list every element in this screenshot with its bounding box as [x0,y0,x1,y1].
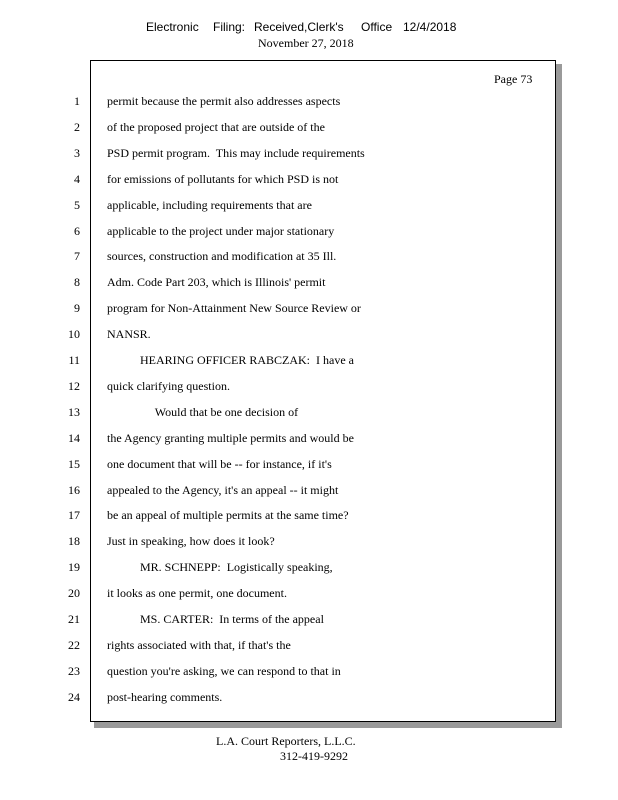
transcript-line [0,690,618,708]
line-number: 5 [74,197,80,212]
footer-company: L.A. Court Reporters, L.L.C. [216,734,356,748]
transcript-line [0,327,618,345]
transcript-line [0,457,618,475]
line-number: 1 [74,94,80,108]
line-text: Just in speaking, how does it look? [107,534,275,549]
filing-stamp [0,20,618,36]
line-number: 19 [68,560,80,575]
line-number: 16 [68,482,80,497]
line-text: NANSR. [107,327,151,342]
transcript-line [0,172,618,190]
line-text: appealed to the Agency, it's an appeal -- it might [107,482,339,497]
line-text: it looks as one permit, one document. [107,586,287,601]
page-number: Page 73 [494,72,533,86]
line-number: 14 [68,430,80,445]
line-number: 12 [68,378,80,393]
stamp-date: 12/4/2018 [403,20,457,34]
transcript-line [0,120,618,138]
line-number: 23 [68,663,80,678]
stamp-received: Received,Clerk's [254,20,344,34]
transcript-line [0,94,618,112]
line-text: program for Non-Attainment New Source Review or [107,301,361,316]
transcript-line [0,612,618,630]
line-text: MS. CARTER: In terms of the appeal [107,612,324,626]
line-number: 22 [68,637,80,652]
transcript-line [0,508,618,526]
line-number: 6 [74,223,80,238]
line-text: HEARING OFFICER RABCZAK: I have a [107,353,354,367]
line-number: 11 [68,353,80,367]
transcript-line [0,224,618,242]
line-text: be an appeal of multiple permits at the same time? [107,508,349,523]
line-number: 18 [68,534,80,549]
line-number: 10 [68,327,80,342]
line-number: 21 [68,612,80,626]
line-text: Adm. Code Part 203, which is Illinois' permit [107,275,326,290]
line-text: PSD permit program. This may include requirements [107,145,365,160]
line-text: the Agency granting multiple permits and would be [107,430,354,445]
transcript-line [0,638,618,656]
transcript-line [0,249,618,267]
line-text: question you're asking, we can respond to that in [107,663,341,678]
line-text: applicable, including requirements that are [107,197,312,212]
transcript-line [0,301,618,319]
stamp-electronic: Electronic [146,20,199,34]
transcript-line [0,275,618,293]
line-text: one document that will be -- for instance, if it's [107,456,332,471]
line-number: 4 [74,171,80,186]
transcript-line [0,586,618,604]
line-text: of the proposed project that are outside of the [107,119,325,134]
line-number: 20 [68,586,80,601]
transcript-line [0,560,618,578]
line-text: permit because the permit also addresses aspects [107,94,341,108]
transcript-date: November 27, 2018 [258,36,354,50]
line-number: 13 [68,404,80,419]
line-number: 9 [74,301,80,316]
transcript-line [0,534,618,552]
line-number: 17 [68,508,80,523]
line-number: 7 [74,249,80,264]
line-number: 15 [68,456,80,471]
transcript-line [0,405,618,423]
line-text: rights associated with that, if that's the [107,637,291,652]
stamp-filing: Filing: [213,20,246,34]
line-text: applicable to the project under major stationary [107,223,335,238]
line-text: sources, construction and modification at 35 Ill. [107,249,337,264]
line-text: MR. SCHNEPP: Logistically speaking, [107,560,333,575]
line-text: Would that be one decision of [107,404,299,419]
transcript-line [0,198,618,216]
transcript-line [0,483,618,501]
transcript-line [0,353,618,371]
line-number: 8 [74,275,80,290]
line-number: 24 [68,689,80,704]
footer-phone: 312-419-9292 [280,749,348,763]
transcript-line [0,146,618,164]
stamp-office: Office [361,20,393,34]
transcript-line [0,379,618,397]
transcript-line [0,431,618,449]
line-text: post-hearing comments. [107,689,223,704]
line-text: for emissions of pollutants for which PSD is not [107,171,339,186]
line-text: quick clarifying question. [107,378,230,393]
line-number: 3 [74,145,80,160]
line-number: 2 [74,119,80,134]
transcript-line [0,664,618,682]
